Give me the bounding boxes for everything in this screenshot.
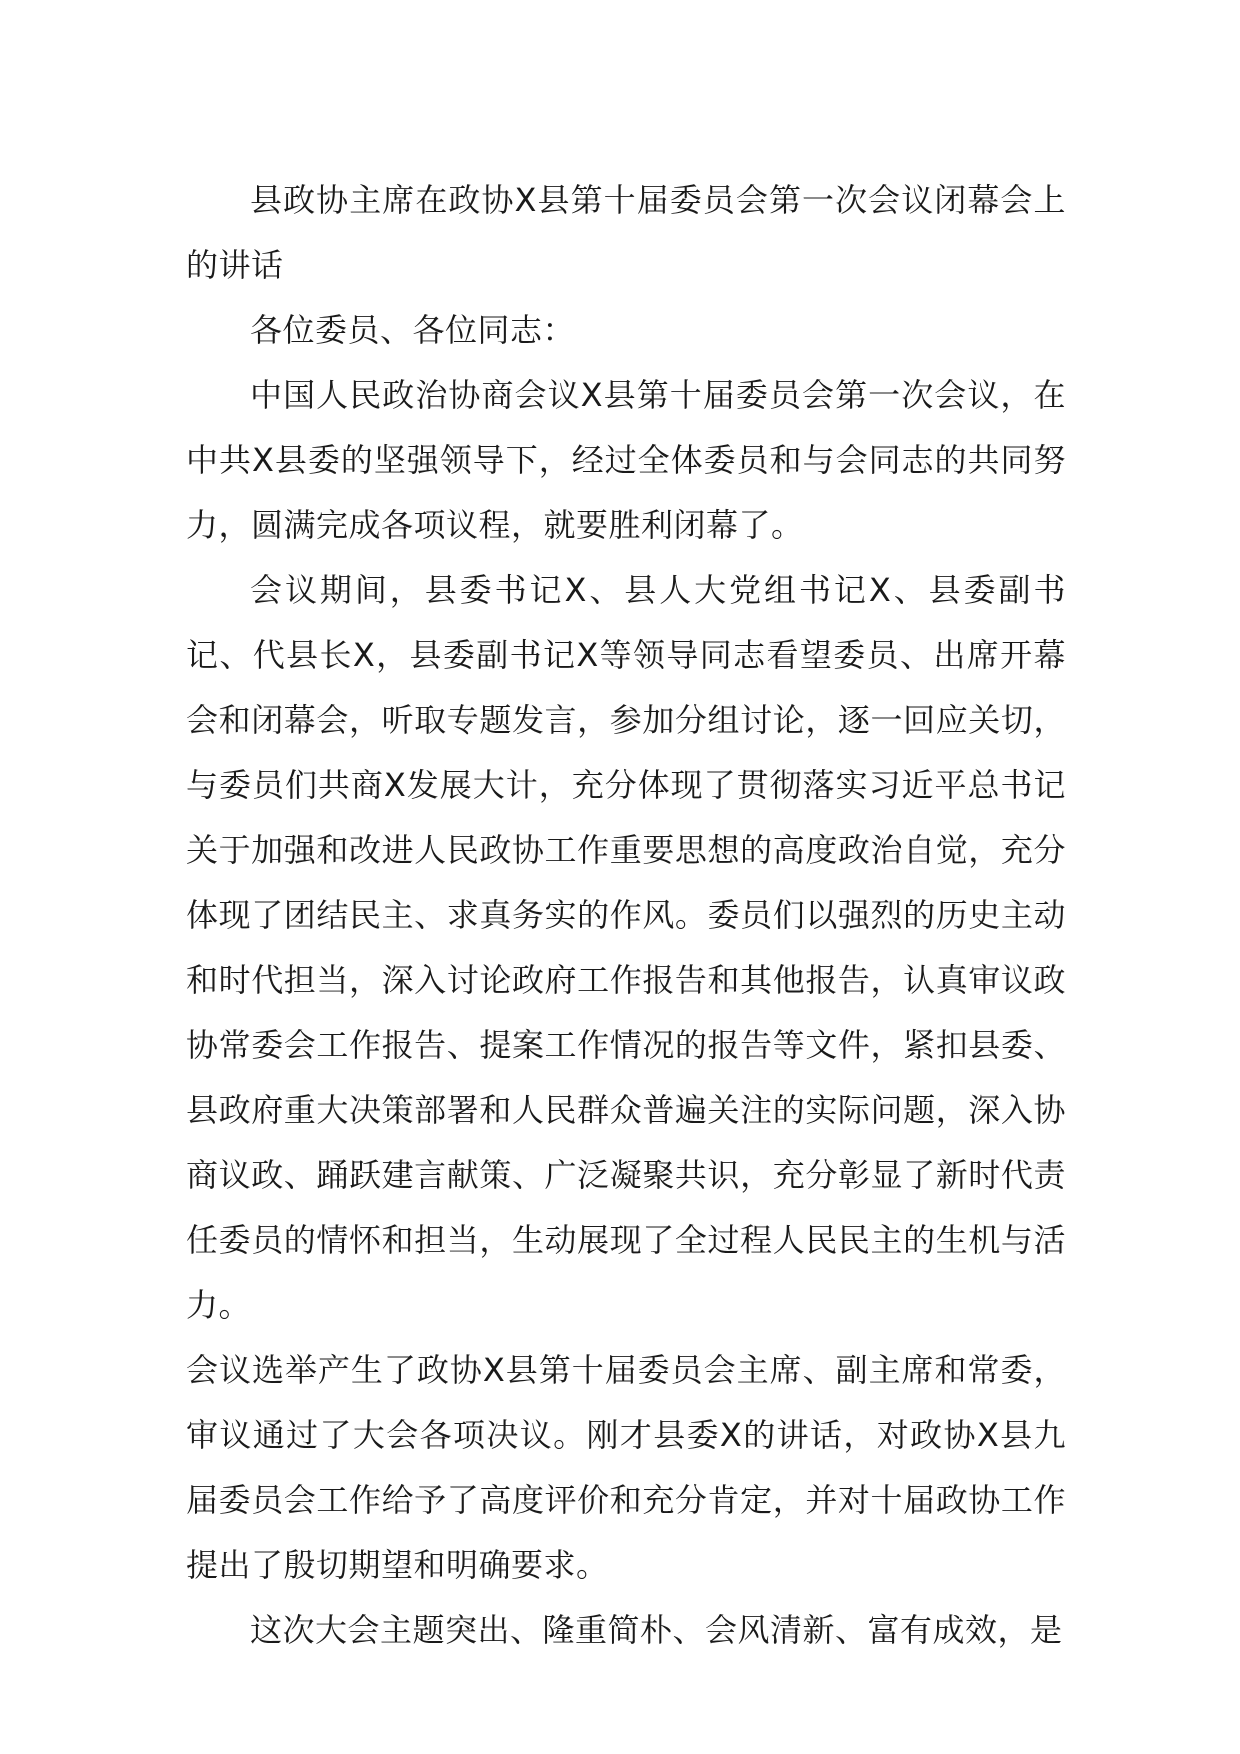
salutation: 各位委员、各位同志：: [250, 311, 576, 349]
paragraph-election: 会议选举产生了政协X县第十届委员会主席、副主席和常委，审议通过了大会各项决议。刚才县委X的讲话，对政协X县九届委员会工作给予了高度评价和充分肯定，并对十届政协工作提出了殷切期望和明确要求。: [186, 1351, 1066, 1584]
paragraph-opening: 中国人民政治协商会议X县第十届委员会第一次会议，在中共X县委的坚强领导下，经过全体委员和与会同志的共同努力，圆满完成各项议程，就要胜利闭幕了。: [186, 376, 1066, 544]
paragraph-meeting-period: 会议期间，县委书记X、县人大党组书记X、县委副书记、代县长X，县委副书记X等领导同志看望委员、出席开幕会和闭幕会，听取专题发言，参加分组讨论，逐一回应关切，与委员们共商X发展大计，充分体现了贯彻落实习近平总书记关于加强和改进人民政协工作重要思想的高度政治自觉，充分体现了团结民主、求真务实的作风。委员们以强烈的历史主动和时代担当，深入讨论政府工作报告和其他报告，认真审议政协常委会工作报告、提案工作情况的报告等文件，紧扣县委、县政府重大决策部署和人民群众普遍关注的实际问题，深入协商议政、踊跃建言献策、广泛凝聚共识，充分彰显了新时代责任委员的情怀和担当，生动展现了全过程人民民主的生机与活力。: [186, 571, 1066, 1324]
document-page: [186, 168, 1066, 1663]
document-title: 县政协主席在政协X县第十届委员会第一次会议闭幕会上的讲话: [186, 181, 1066, 284]
paragraph-summary: 这次大会主题突出、隆重简朴、会风清新、富有成效，是: [250, 1611, 1063, 1649]
